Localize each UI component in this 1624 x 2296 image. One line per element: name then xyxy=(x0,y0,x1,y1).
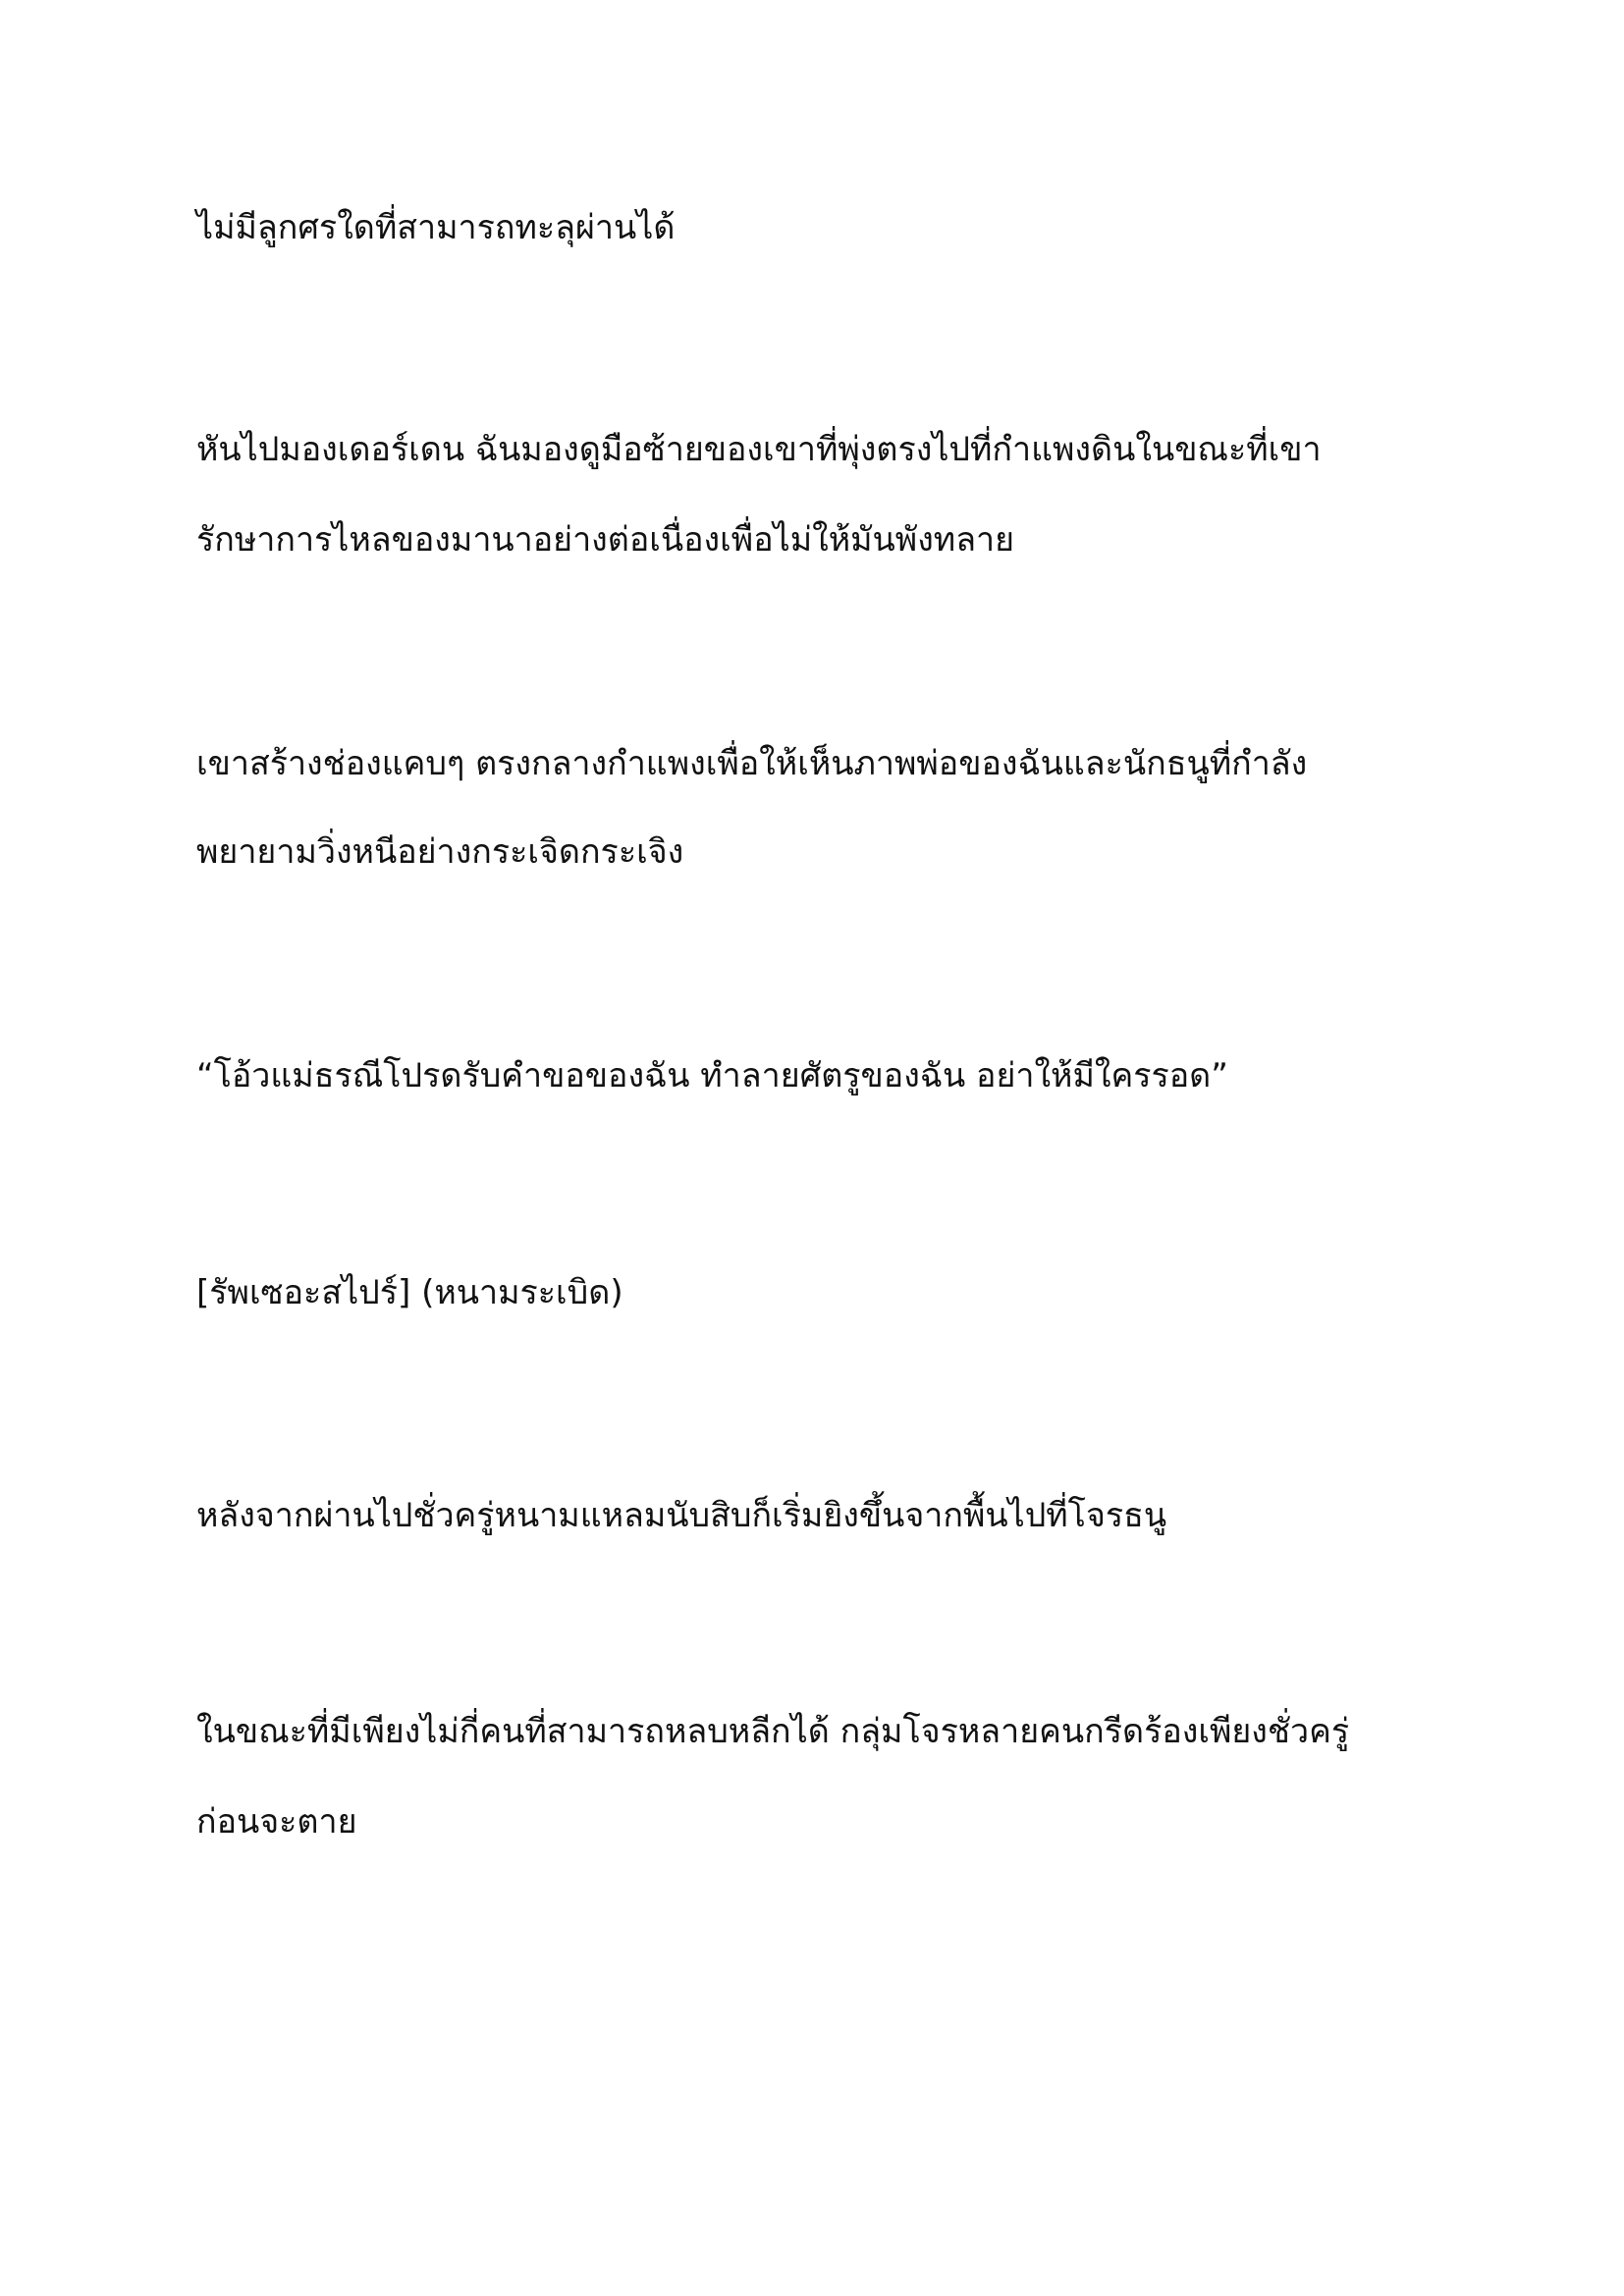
text-line-2: หันไปมองเดอร์เดน ฉันมองดูมือซ้ายของเขาที่พุ่งตรงไปที่กำแพงดินในขณะที่เขา xyxy=(196,430,1322,469)
quoted-speech: “โอ้วแม่ธรณีโปรดรับคำขอของฉัน ทำลายศัตรูของฉัน อย่าให้มีใครรอด” xyxy=(196,1056,1228,1095)
text-line-9: ในขณะที่มีเพียงไม่กี่คนที่สามารถหลบหลีกได้ กลุ่มโจรหลายคนกรีดร้องเพียงชั่วครู่ xyxy=(196,1712,1350,1751)
spell-name: [รัพเซอะสไปร์] (หนามระเบิด) xyxy=(196,1273,623,1312)
text-line-3: รักษาการไหลของมานาอย่างต่อเนื่องเพื่อไม่ให้มันพังทลาย xyxy=(196,520,1015,560)
text-line-10: ก่อนจะตาย xyxy=(196,1802,357,1842)
text-line-8: หลังจากผ่านไปชั่วครู่หนามแหลมนับสิบก็เริ่มยิงขึ้นจากพื้นไปที่โจรธนู xyxy=(196,1496,1167,1535)
text-line-5: พยายามวิ่งหนีอย่างกระเจิดกระเจิง xyxy=(196,832,684,872)
text-line-4: เขาสร้างช่องแคบๆ ตรงกลางกำแพงเพื่อให้เห็นภาพพ่อของฉันและนักธนูที่กำลัง xyxy=(196,744,1308,783)
text-line-1: ไม่มีลูกศรใดที่สามารถทะลุผ่านได้ xyxy=(196,208,676,247)
